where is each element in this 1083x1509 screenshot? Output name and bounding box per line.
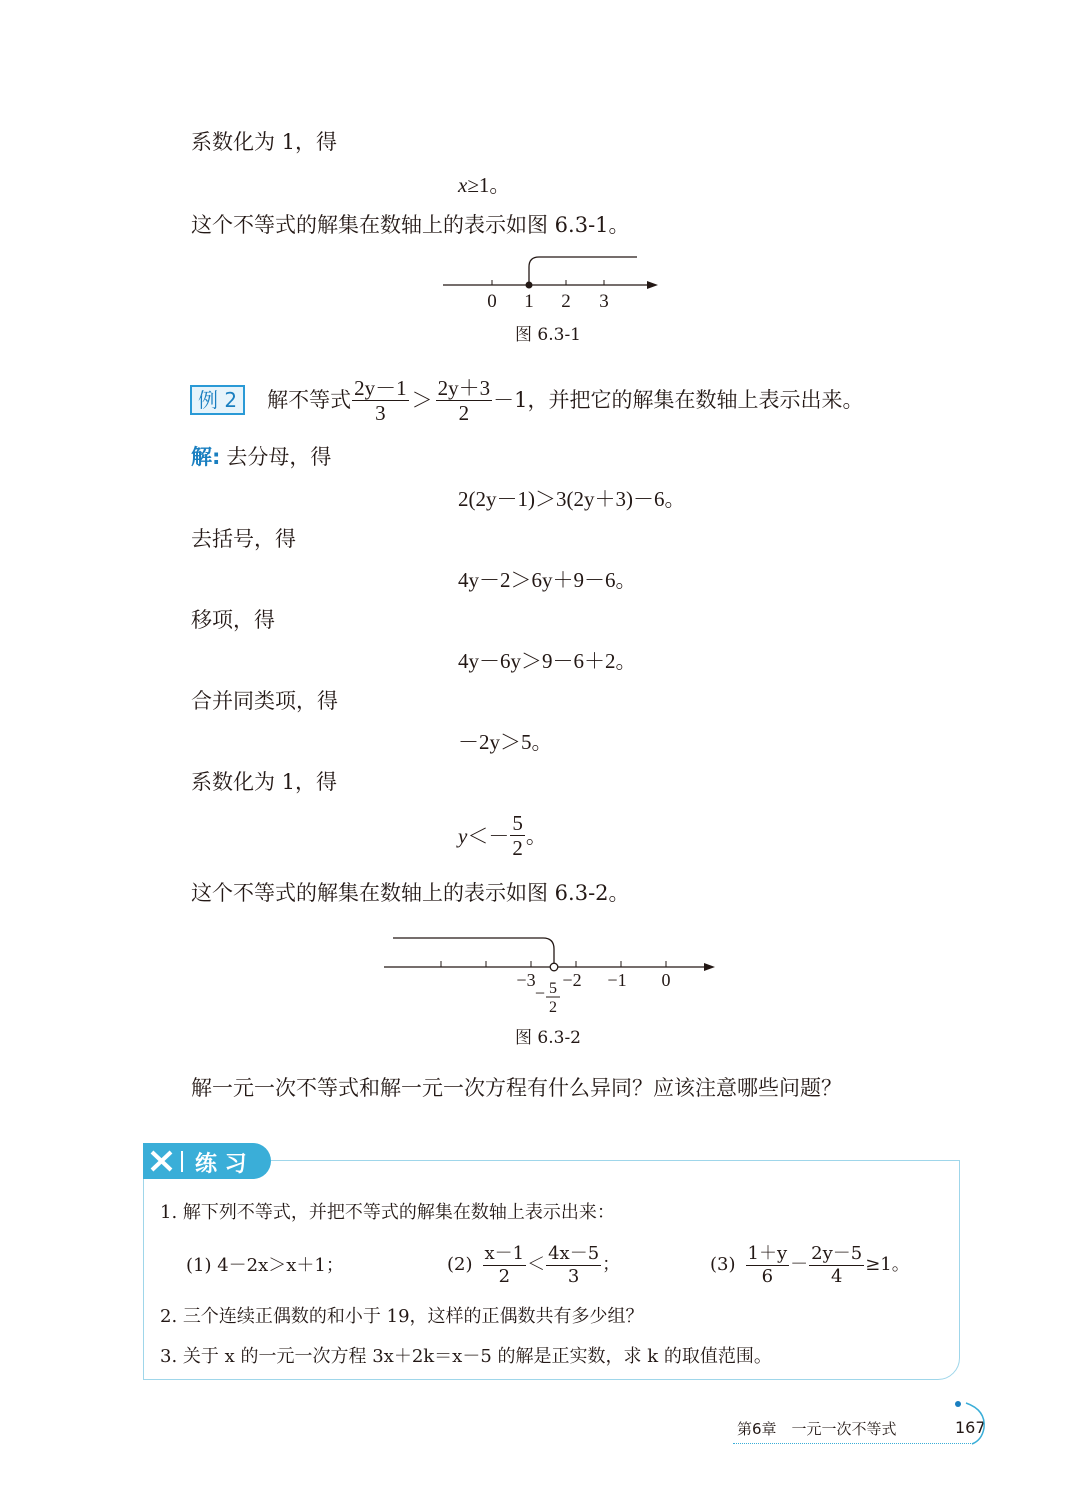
pencil-ruler-icon <box>149 1149 177 1173</box>
tick-label: 1 <box>524 291 534 312</box>
axis-arrow <box>647 281 658 289</box>
exercise-3: 3. 关于 x 的一元一次方程 3x＋2k＝x－5 的解是正实数，求 k 的取值范围。 <box>160 1346 772 1367</box>
example-tail: －1，并把它的解集在数轴上表示出来。 <box>493 388 864 412</box>
solution-label: 解: <box>191 445 221 469</box>
practice-header <box>143 1143 271 1179</box>
tick-label: 2 <box>561 291 571 312</box>
fraction-numerator: 5 <box>549 980 557 997</box>
example-2-statement <box>190 372 863 428</box>
tick-label: −3 <box>516 970 536 990</box>
exercise-1-1: (1) 4－2x＞x＋1； <box>186 1255 344 1276</box>
tick-label: 0 <box>487 291 497 312</box>
example-lead: 解不等式 <box>267 388 352 412</box>
solution-step-4: 合并同类项，得 <box>191 689 338 713</box>
solution-ray <box>393 938 554 963</box>
equation-3: 4y－6y＞9－6＋2。 <box>458 649 637 673</box>
solution-step-3: 移项，得 <box>191 608 275 632</box>
result-1: x≥1。 <box>458 173 511 197</box>
fraction: $\frac{2y+3}{2}$ <box>437 375 491 425</box>
tick-label: −1 <box>607 970 627 990</box>
fraction: $\frac{1+y}{6}$ <box>747 1242 788 1287</box>
equation-5: y ＜－ $\frac{5}{2}$ 。 <box>458 811 547 860</box>
practice-title: 练 习 <box>195 1152 247 1177</box>
reflection-question: 解一元一次不等式和解一元一次方程有什么异同？应该注意哪些问题？ <box>191 1076 842 1100</box>
greater-sign: ＞ <box>411 388 433 412</box>
divider <box>181 1151 183 1172</box>
fraction: $\frac{2y-5}{4}$ <box>811 1242 863 1287</box>
fraction: $\frac{5}{2}$ <box>512 811 523 860</box>
page-number: 167 <box>955 1418 986 1437</box>
closed-point <box>526 282 533 289</box>
solution-step-1: 解: 去分母，得 <box>191 445 332 469</box>
equation-1: 2(2y－1)＞3(2y＋3)－6。 <box>458 487 686 511</box>
fig2-reference: 这个不等式的解集在数轴上的表示如图 6.3-2。 <box>191 881 630 905</box>
equation-4: －2y＞5。 <box>458 730 553 754</box>
tick-label: 0 <box>661 970 671 990</box>
fraction: $\frac{2y-1}{3}$ <box>354 375 407 425</box>
number-line-fig2 <box>380 930 725 1015</box>
fig2-caption: 图 6.3-2 <box>515 1028 581 1048</box>
solution-step-5: 系数化为 1，得 <box>191 770 338 794</box>
number-line-fig1 <box>440 250 665 315</box>
step-coef-text: 系数化为 1，得 <box>191 130 338 154</box>
exercise-2: 2. 三个连续正偶数的和小于 19，这样的正偶数共有多少组？ <box>160 1306 644 1327</box>
fig1-caption: 图 6.3-1 <box>515 325 581 345</box>
fig1-reference: 这个不等式的解集在数轴上的表示如图 6.3-1。 <box>191 213 630 237</box>
axis-arrow <box>704 963 715 971</box>
tick-label: −2 <box>562 970 582 990</box>
footer-rule <box>733 1443 973 1444</box>
result-1-text: ≥1。 <box>467 173 511 197</box>
minus-sign: − <box>534 983 546 1003</box>
fraction: $\frac{x-1}{2}$ <box>484 1242 525 1287</box>
exercise-1-2: (2) $\frac{x-1}{2}$ ＜ $\frac{4x-5}{3}$ ； <box>447 1242 621 1287</box>
chapter-title: 第6章 一元一次不等式 <box>737 1420 897 1438</box>
fraction: $\frac{4x-5}{3}$ <box>548 1242 600 1287</box>
equation-2: 4y－2＞6y＋9－6。 <box>458 568 637 592</box>
exercise-1-3: (3) $\frac{1+y}{6}$ － $\frac{2y-5}{4}$ ≥1。 <box>710 1242 910 1287</box>
open-point <box>550 963 558 971</box>
fraction-denominator: 2 <box>549 999 557 1015</box>
solution-step-2: 去括号，得 <box>191 527 296 551</box>
tick-label: 3 <box>599 291 609 312</box>
solution-ray <box>529 257 637 285</box>
exercise-1: 1. 解下列不等式，并把不等式的解集在数轴上表示出来： <box>160 1202 615 1223</box>
page-arc-decoration <box>952 1398 992 1448</box>
example-badge: 例 2 <box>190 385 245 415</box>
